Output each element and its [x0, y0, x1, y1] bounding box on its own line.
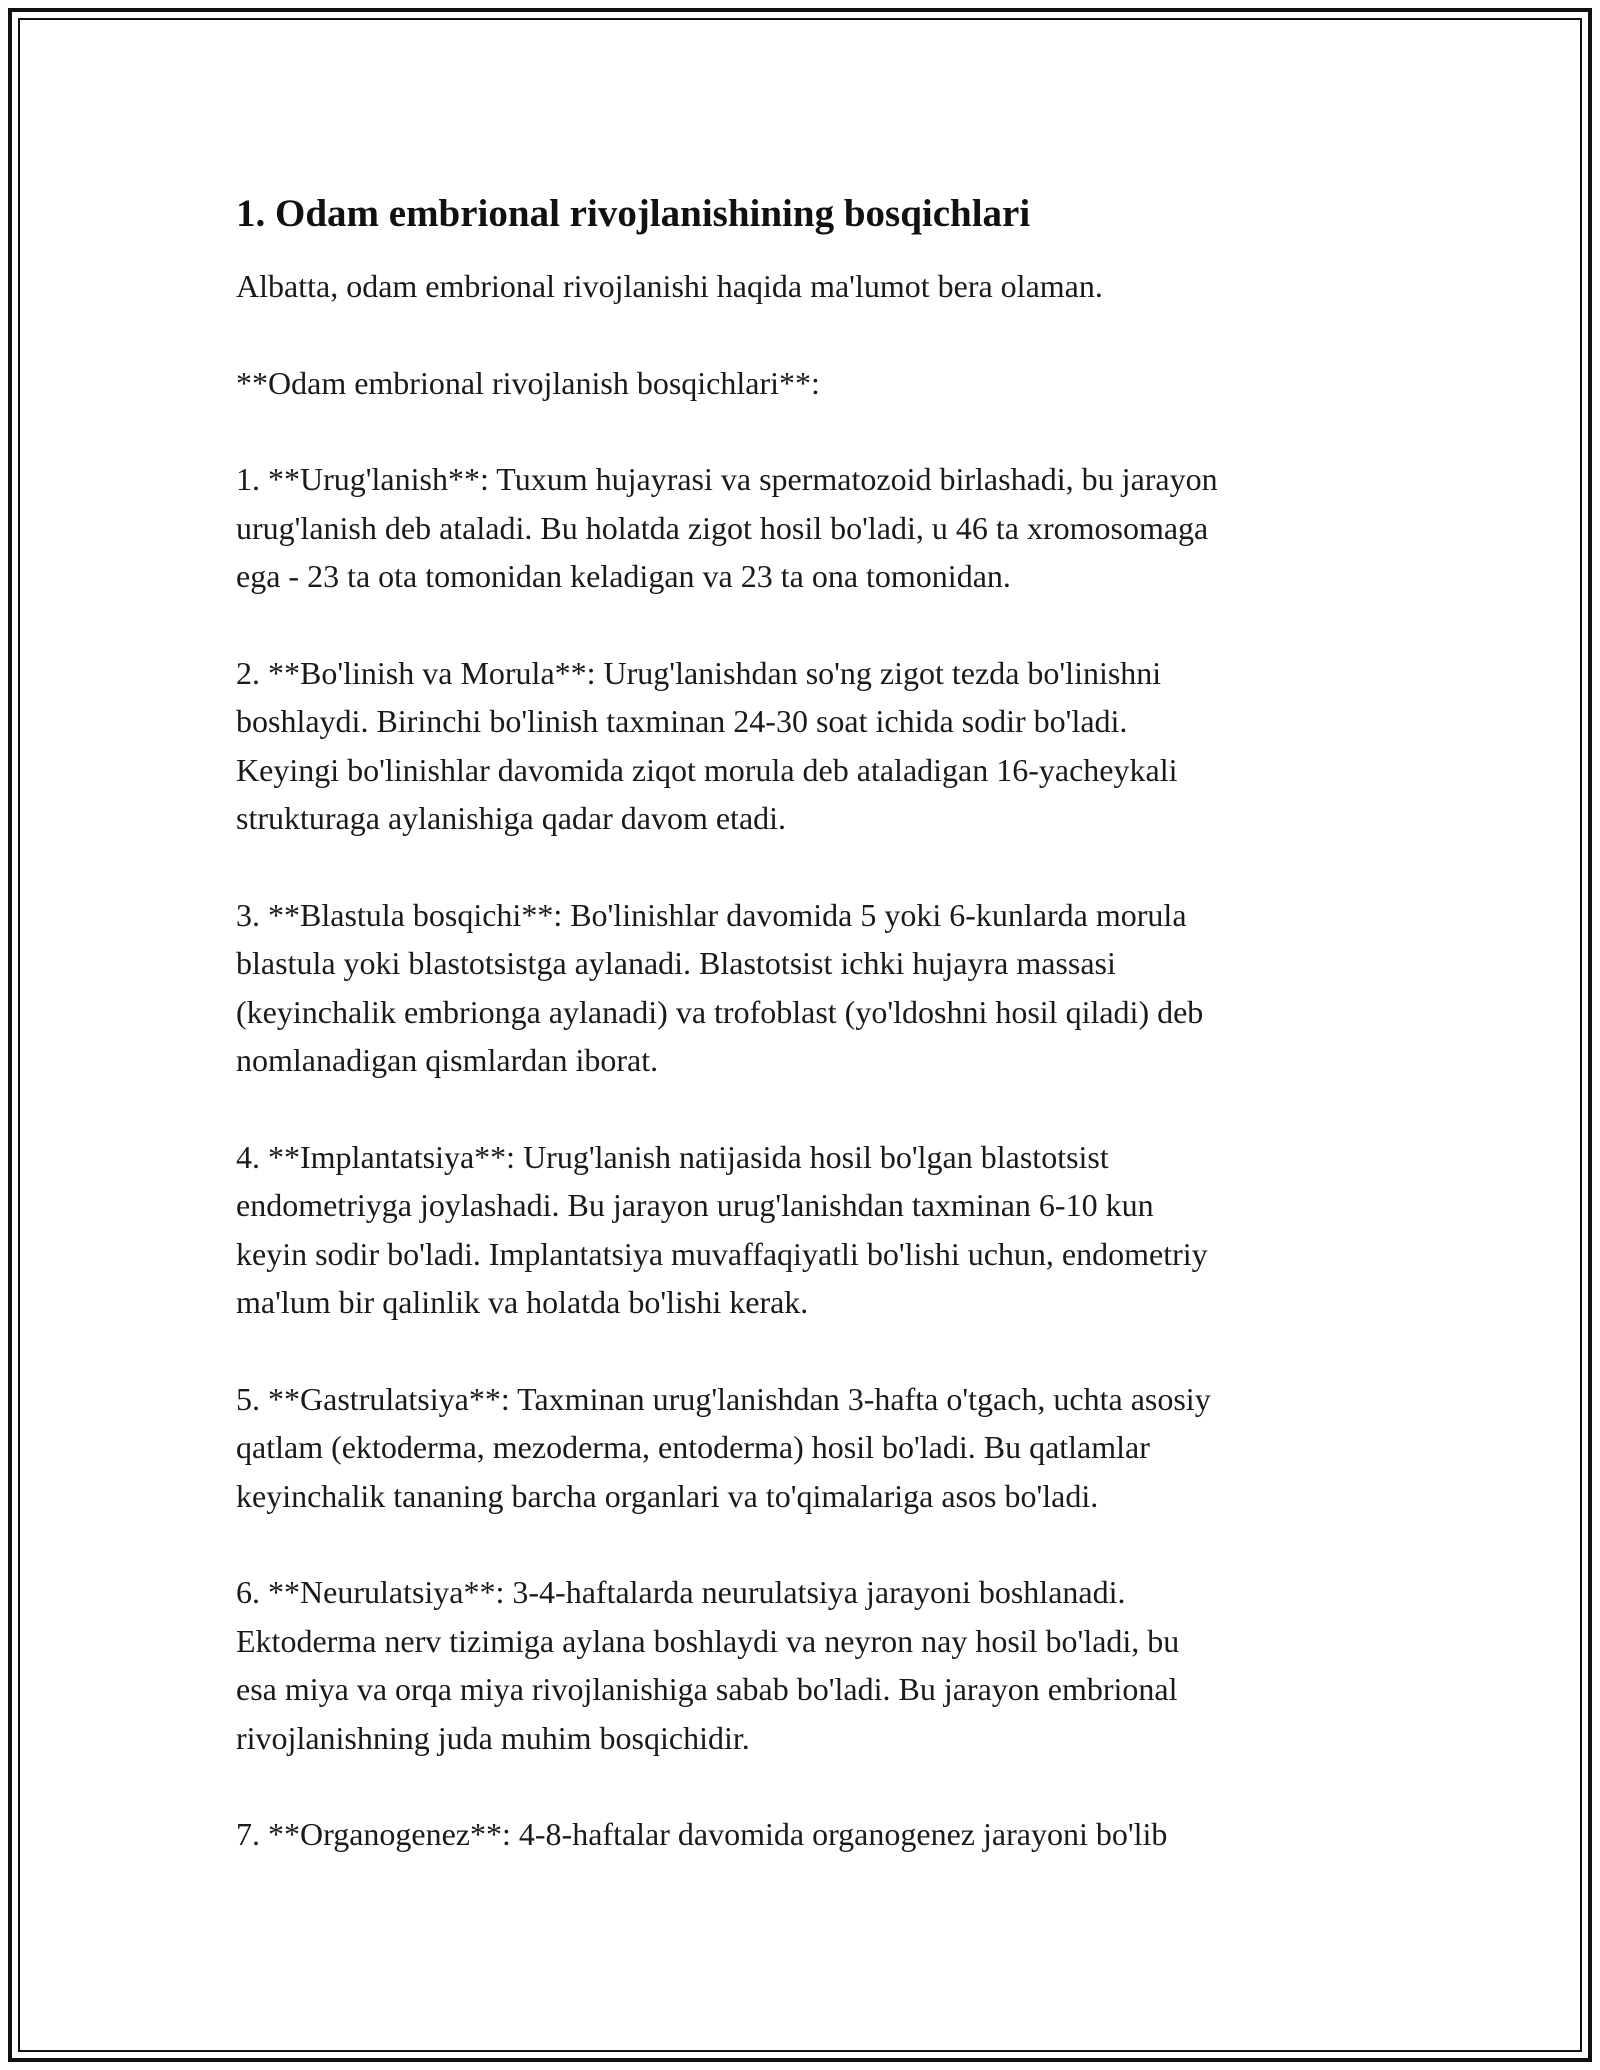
- list-item-gastrulation: 5. **Gastrulatsiya**: Taxminan urug'lanishdan 3-hafta o'tgach, uchta asosiy qatlam (ektoderma, mezoderma, entoderma) hosil bo'ladi. Bu qatlamlar keyinchalik tananing barcha organlari va to'qimalariga asos bo'ladi.: [236, 1380, 1211, 1514]
- page-title: 1. Odam embrional rivojlanishining bosqichlari: [236, 192, 1031, 235]
- list-item-neurulation: 6. **Neurulatsiya**: 3-4-haftalarda neurulatsiya jarayoni boshlanadi. Ektoderma nerv tizimiga aylana boshlaydi va neyron nay hosil bo'ladi, bu esa miya va orqa miya rivojlanishiga sabab bo'ladi. Bu jarayon embrional rivojlanishning juda muhim bosqichidir.: [236, 1574, 1180, 1756]
- document-body: [236, 186, 1386, 1859]
- list-item-organogenesis: 7. **Organogenez**: 4-8-haftalar davomida organogenez jarayoni bo'lib: [236, 1816, 1168, 1852]
- intro-paragraph: Albatta, odam embrional rivojlanishi haqida ma'lumot bera olaman.: [236, 268, 1103, 304]
- list-item-fertilization: 1. **Urug'lanish**: Tuxum hujayrasi va spermatozoid birlashadi, bu jarayon urug'lanish deb ataladi. Bu holatda zigot hosil bo'ladi, u 46 ta xromosomaga ega - 23 ta ota tomonidan keladigan va 23 ta ona tomonidan.: [236, 461, 1218, 594]
- list-item-cleavage-morula: 2. **Bo'linish va Morula**: Urug'lanishdan so'ng zigot tezda bo'linishni boshlaydi. Birinchi bo'linish taxminan 24-30 soat ichida sodir bo'ladi. Keyingi bo'linishlar davomida ziqot morula deb ataladigan 16-yacheykali strukturaga aylanishiga qadar davom etadi.: [236, 654, 1178, 836]
- list-item-blastula: 3. **Blastula bosqichi**: Bo'linishlar davomida 5 yoki 6-kunlarda morula blastula yoki blastotsistga aylanadi. Blastotsist ichki hujayra massasi (keyinchalik embrionga aylanadi) va trofoblast (yo'ldoshni hosil qiladi) deb nomlanadigan qismlardan iborat.: [236, 896, 1204, 1078]
- section-subheading: **Odam embrional rivojlanish bosqichlari**:: [236, 364, 820, 401]
- list-item-implantation: 4. **Implantatsiya**: Urug'lanish natijasida hosil bo'lgan blastotsist endometriyga joylashadi. Bu jarayon urug'lanishdan taxminan 6-10 kun keyin sodir bo'ladi. Implantatsiya muvaffaqiyatli bo'lishi uchun, endometriy ma'lum bir qalinlik va holatda bo'lishi kerak.: [236, 1138, 1208, 1320]
